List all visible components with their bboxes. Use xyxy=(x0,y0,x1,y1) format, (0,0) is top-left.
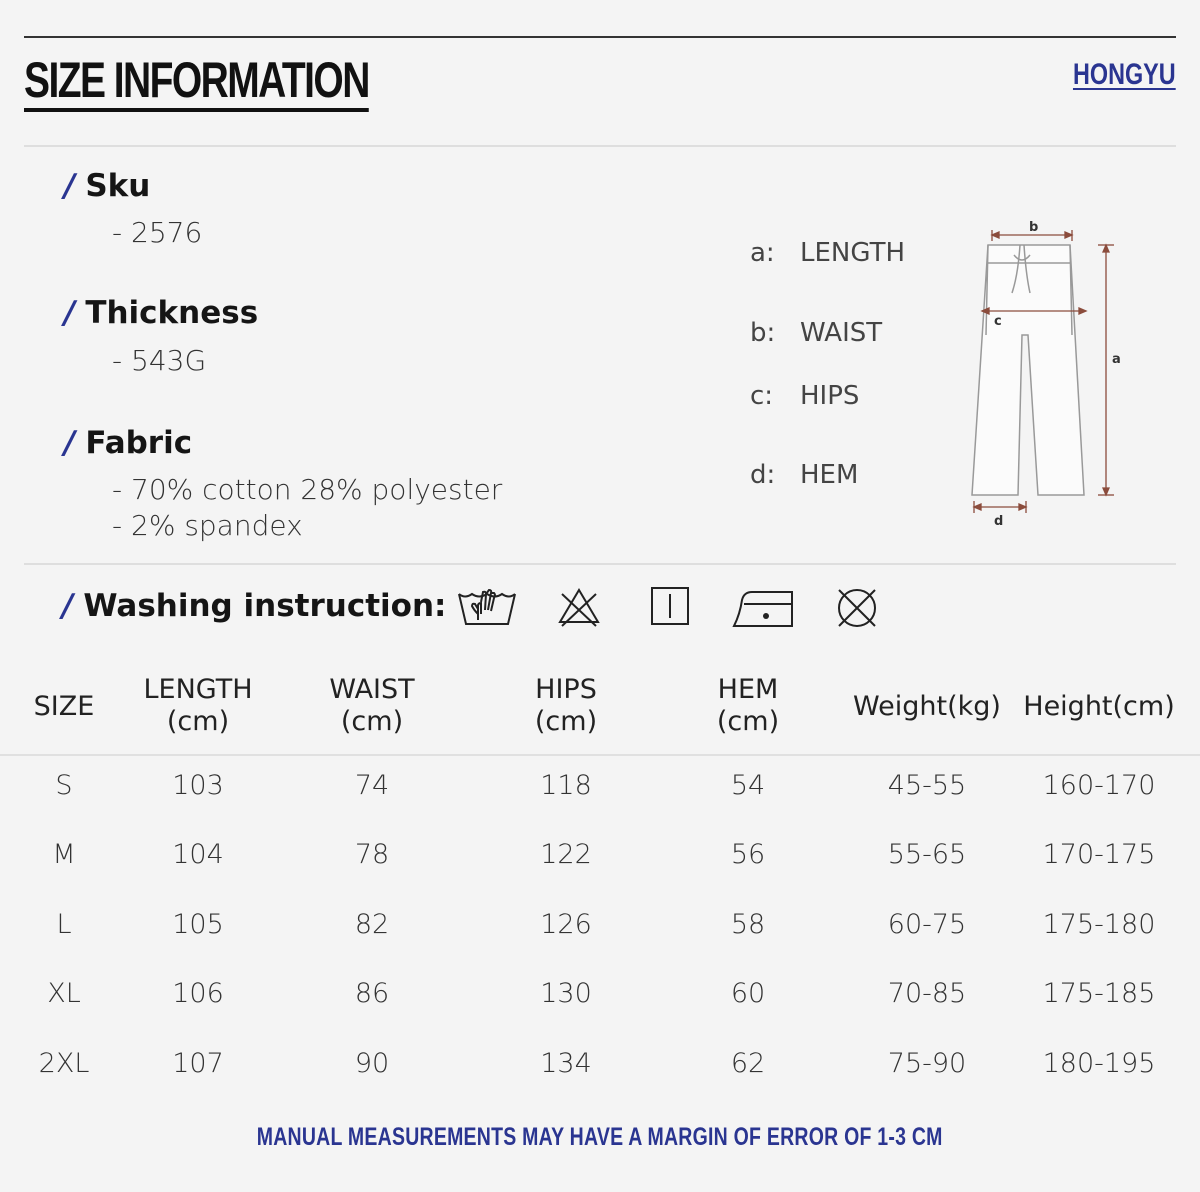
cell-hips: 126 xyxy=(540,909,592,940)
fabric-value-2: - 2% spandex xyxy=(112,509,303,542)
legend-hips: c: HIPS xyxy=(750,381,860,411)
cell-height: 170-175 xyxy=(1042,839,1156,870)
cell-height: 180-195 xyxy=(1042,1048,1156,1079)
thickness-heading: / Thickness xyxy=(64,295,259,331)
cell-waist: 90 xyxy=(354,1048,390,1079)
cell-size: S xyxy=(55,770,73,801)
cell-weight: 55-65 xyxy=(887,839,967,870)
section-divider xyxy=(24,145,1176,147)
cell-weight: 60-75 xyxy=(887,909,967,940)
col-header-weight: Weight(kg) xyxy=(853,691,1001,722)
page-title: SIZE INFORMATION xyxy=(24,52,369,112)
line-dry-icon xyxy=(648,584,694,630)
cell-height: 160-170 xyxy=(1042,770,1156,801)
cell-waist: 74 xyxy=(354,770,390,801)
cell-waist: 86 xyxy=(354,978,390,1009)
cell-hips: 134 xyxy=(540,1048,592,1079)
cell-size: L xyxy=(56,909,72,940)
cell-hips: 130 xyxy=(540,978,592,1009)
fabric-heading: / Fabric xyxy=(64,425,193,461)
col-header-hem: HEM (cm) xyxy=(716,674,780,737)
iron-low-icon xyxy=(730,584,796,630)
cell-hem: 58 xyxy=(730,909,766,940)
col-header-size: SIZE xyxy=(33,691,95,722)
marker-b: b xyxy=(1029,220,1039,235)
legend-length: a: LENGTH xyxy=(750,238,906,268)
cell-hips: 122 xyxy=(540,839,592,870)
cell-length: 103 xyxy=(172,770,224,801)
do-not-bleach-icon xyxy=(556,584,602,630)
marker-d: d xyxy=(994,514,1004,529)
legend-waist: b: WAIST xyxy=(750,318,883,348)
cell-size: M xyxy=(52,839,76,870)
section-divider xyxy=(24,563,1176,565)
legend-hem: d: HEM xyxy=(750,460,859,490)
cell-hem: 56 xyxy=(730,839,766,870)
col-header-length: LENGTH (cm) xyxy=(143,674,253,737)
cell-waist: 82 xyxy=(354,909,390,940)
measurement-note: MANUAL MEASUREMENTS MAY HAVE A MARGIN OF ERROR OF 1-3 CM xyxy=(257,1123,943,1151)
table-divider xyxy=(0,754,1200,756)
cell-weight: 45-55 xyxy=(887,770,967,801)
col-header-waist: WAIST (cm) xyxy=(329,674,415,737)
cell-weight: 75-90 xyxy=(887,1048,967,1079)
cell-size: 2XL xyxy=(38,1048,90,1079)
cell-length: 105 xyxy=(172,909,224,940)
marker-a: a xyxy=(1112,352,1121,367)
thickness-value: - 543G xyxy=(112,344,207,377)
col-header-hips: HIPS (cm) xyxy=(534,674,598,737)
col-header-height: Height(cm) xyxy=(1023,691,1175,722)
brand-link[interactable]: HONGYU xyxy=(1073,58,1176,91)
cell-hem: 62 xyxy=(730,1048,766,1079)
cell-size: XL xyxy=(47,978,81,1009)
top-divider xyxy=(24,36,1176,38)
cell-length: 104 xyxy=(172,839,224,870)
cell-hips: 118 xyxy=(540,770,592,801)
cell-hem: 60 xyxy=(730,978,766,1009)
marker-c: c xyxy=(994,314,1002,329)
sku-value: - 2576 xyxy=(112,216,203,249)
cell-length: 106 xyxy=(172,978,224,1009)
cell-length: 107 xyxy=(172,1048,224,1079)
pants-measurement-diagram xyxy=(960,215,1130,535)
cell-weight: 70-85 xyxy=(887,978,967,1009)
cell-height: 175-180 xyxy=(1042,909,1156,940)
sku-heading: / Sku xyxy=(64,168,151,204)
fabric-value-1: - 70% cotton 28% polyester xyxy=(112,473,503,506)
washing-heading: / Washing instruction: xyxy=(62,588,447,624)
cell-hem: 54 xyxy=(730,770,766,801)
do-not-dry-clean-icon xyxy=(834,584,880,630)
hand-wash-icon xyxy=(456,584,518,630)
cell-height: 175-185 xyxy=(1042,978,1156,1009)
cell-waist: 78 xyxy=(354,839,390,870)
